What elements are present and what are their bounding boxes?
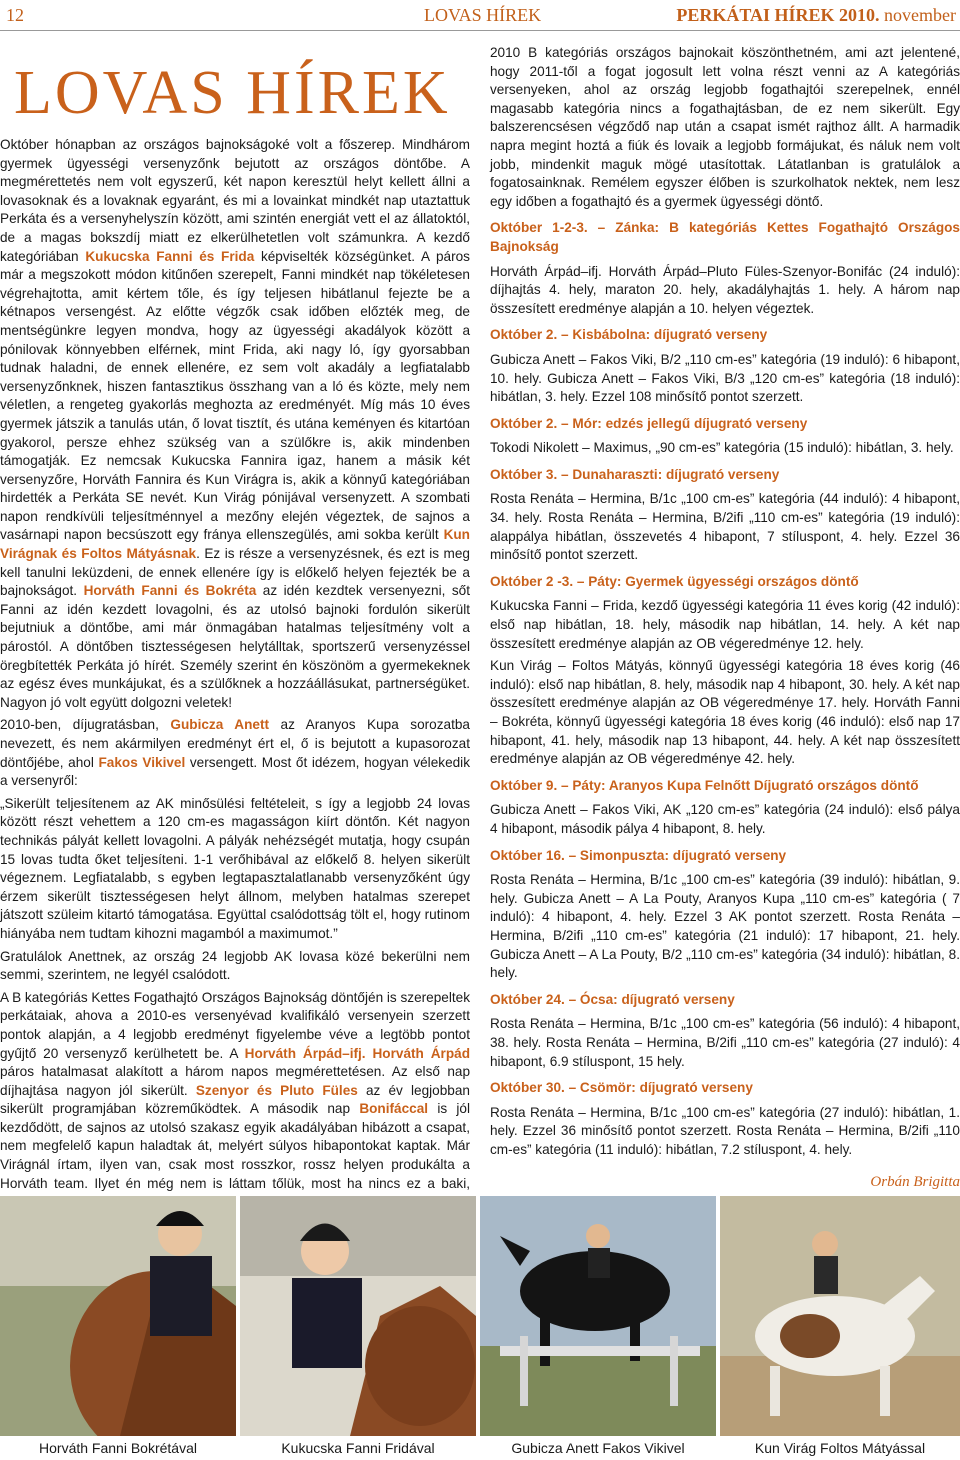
event-text: Tokodi Nikolett – Maximus, „90 cm-es” kategória (15 induló): hibátlan, 3. hely.: [490, 440, 954, 456]
event-title: Október 2 -3. – Páty: Gyermek ügyességi országos döntő: [490, 573, 859, 589]
event-text: Rosta Renáta – Hermina, B/1c „100 cm-es” kategória (56 induló): 4 hibapont, 38. hely. Rosta Renáta – Hermina, B/2ifi „110 cm-es” kategória (27 induló): 4 hibapont, 6.9 stíluspont, 15 hely.: [490, 1016, 960, 1069]
article-paragraph-5: [0, 989, 470, 1212]
text-run: 2010-ben, díjugratásban,: [0, 717, 171, 733]
quote-paragraph: „Sikerült teljesítenem az AK minősülési feltételeit, s így a legjobb 24 lovas között részt vehettem a 120 cm-es magasságon kiírt döntőn. Két nagyon technikás pályát kellett lovagolni. A pályák nehézségét mutatja, hogy csupán 15 lovas tudta őket teljesíteni. 1-1 verőhibával az előkelő 8. helyen sikerült végeznem. Legfiatalabb, s egyben legtapasztalatlanabb versenyzőként úgy érzem sikerült tisztességesen helyt állnom, melyben hatalmas szerepet játszott szüleim kitartó támogatása. Együttal csalódottság tölt el, hogy rutinom hiányába nem tudtam kihozni magamból a maximumot.”: [0, 795, 470, 941]
highlight-name: Szenyor és Pluto Füles: [195, 1082, 358, 1098]
event-title: Október 2. – Mór: edzés jellegű díjugrató verseny: [490, 415, 808, 431]
event-title: Október 2. – Kisbábolna: díjugrató verseny: [490, 327, 768, 343]
event-title: Október 9. – Páty: Aranyos Kupa Felnőtt Díjugrató országos döntő: [490, 777, 919, 793]
running-section-title: LOVAS HÍREK: [424, 5, 542, 25]
text-run: A B kategóriás Kettes Fogathajtó Országos Bajnokság döntőjén is szerepeltek perkátaiak, ahova a 2010-es versenyévad kvalifikáló versenyein szerzett pontok alapján, a 4 legjobb eredményt figyelembe véve a legtöbb pontot gyűjtő 20 versenyző kerülhetett be. A: [0, 989, 471, 1061]
highlight-name: Gubicza Anett: [170, 717, 270, 733]
page-number: 12: [6, 5, 24, 25]
text-run: is jól kezdődött, de sajnos az utolsó szakasz egyik akadályában hibázott a csapat, nem megfelelő kapun haladtak át, melyért súlyos hibapontokat kaptak. Már Virágnál írtam, ilyen van, csak most rosszkor, rossz helyen produkálta a Horváth team. Ilyet én még nem is láttam tőlük, most ha nincs ez a baki,: [0, 1101, 470, 1191]
intro-paragraph: 2010 B kategóriás országos bajnokait köszönthetném, ami azt jelentené, hogy 2011-től a fogat jogosult lett volna részt venni az A kategóriás versenyeken, ahol az ország legjobb fogathajtói szerepelnek, ennél magasabb kategória nincs a fogathajtásban, de ez nem sikerült. Egy balszerencsésen végződő nap után a csapat ismét rajthoz állt. A harmadik napra megint hoztá a fiúk és lovaik a legjobb formájukat, és náluk nem volt jobb, mindenkit maguk mögé utasítottak. Látatlanban is gratulálok a fogatosainknak. Remélem egyszer élőben is szurkolhatok nektek, nem lesz egy időben a fogathajtó és a gyermek ügyességi döntő.: [490, 45, 960, 209]
author-signature: Orbán Brigitta: [870, 1174, 960, 1191]
photo-caption: Gubicza Anett Fakos Vikivel: [511, 1440, 685, 1456]
text-run: versengett. Most őt idézem, hogyan vélekedik a versenyről:: [0, 754, 471, 789]
text-run: Október hónapban az országos bajnokságoké volt a főszerep. Mindhárom gyermek ügyességi versenyzőnk bejutott az országos döntőbe. A megmérettetés nem volt egyszerű, két napon keresztül helyt kellett állni a lovasoknak és a lovaknak egyaránt, és mi a lovainkat mindkét nap utaztattuk Perkáta és a versenyhelyszín között, ami szintén energiát vett el az állatoktól, de a magas bokszdíj miatt ez elkerülhetetlen volt számunkra. A kezdő kategóriában: [0, 137, 470, 264]
event-title: Október 30. – Csömör: díjugrató verseny: [490, 1080, 753, 1096]
event-text: Kun Virág – Foltos Mátyás, könnyű ügyességi kategória 18 éves korig (46 induló): első nap hibátlan, 8. hely, második nap 4 hibapont, 30. hely. A két nap összesített eredménye alapján az OB végeredménye 17. hely. Horváth Fanni – Bokréta, könnyű ügyességi kategória 18 éves korig (46 induló): első nap 17 hibapont, 41. hely, második nap 13 hibapont, 44. hely. A két nap összesített eredménye alapján az OB végeredménye 42. hely.: [490, 658, 960, 767]
event-text: Kukucska Fanni – Frida, kezdő ügyességi kategória 11 éves korig (42 induló): első nap hibátlan, 18. hely, második nap hibátlan, 14. hely. A két nap összesített eredménye alapján az OB végeredménye 12. hely.: [490, 598, 960, 651]
issue-label: [676, 5, 956, 26]
page-title: LOVAS HÍREK: [14, 59, 451, 127]
event-title: Október 3. – Dunaharaszti: díjugrató verseny: [490, 466, 780, 482]
highlight-name: Kukucska Fanni és Frida: [85, 248, 255, 264]
issue-name: PERKÁTAI HÍREK 2010.: [676, 5, 880, 25]
text-run: az idén kezdtek versenyezni, sőt Fanni az idén kezdett lovagolni, és az utolsó bajnoki fordulón sikerült bejutniuk a döntőbe, ami már önmagában hatalmas teljesítmény volt a párostól. A döntőben tisztességesen helytálltak, sportszerű versenyzéssel öregbítették Perkáta jó hírét. Személy szerint én köszönöm a gyermekeknek az egész éves munkájukat, és a szülőknek a hozzáállásukat, partnerségüket. Nagyon jó volt együtt dolgozni veletek!: [0, 583, 470, 710]
event-title: Október 16. – Simonpuszta: díjugrató verseny: [490, 847, 787, 863]
page-header: [0, 0, 960, 31]
highlight-name: Horváth Fanni és Bokréta: [83, 583, 257, 599]
event-title: Október 1-2-3. – Zánka: B kategóriás Kettes Fogathajtó Országos Bajnokság: [490, 220, 960, 254]
photo-caption: Horváth Fanni Bokrétával: [39, 1440, 197, 1456]
highlight-name: Fakos Vikivel: [98, 754, 186, 770]
article-paragraph-2: [0, 716, 470, 790]
text-run: páros hatalmasat alakított a három napos megmérettetésen. Az első nap díjhajtása nagyon jól sikerült.: [0, 1064, 470, 1098]
photo-caption: Kukucska Fanni Fridával: [281, 1440, 435, 1456]
article-paragraph-4: Gratulálok Anettnek, az ország 24 legjobb AK lovasa közé bekerülni nem semmi, szerintem, ne legyél csalódott.: [0, 948, 470, 983]
highlight-name: Bonifáccal: [359, 1101, 429, 1117]
photo-kukucska-fanni: [240, 1196, 476, 1436]
text-run: . Ez is része a versenyzésnek, és ezt is meg kell tanulni leküzdeni, de ennek ellenére így is előkelő helyen fejezték be a bajnokságot.: [0, 546, 470, 599]
text-run: az Aranyos Kupa sorozatba nevezett, és nem akármilyen eredményt ért el, ő is bejutott a kupasorozat döntőjébe, ahol: [0, 717, 470, 770]
photo-gubicza-anett: [480, 1196, 716, 1436]
right-column: [490, 44, 960, 1196]
photo-horvath-fanni: [0, 1196, 236, 1436]
left-column: [0, 136, 470, 1216]
issue-month: november: [884, 5, 956, 25]
event-text: Rosta Renáta – Hermina, B/1c „100 cm-es” kategória (44 induló): 4 hibapont, 34. hely. Rosta Renáta – Hermina, B/2ifi „110 cm-es” kategória (19 induló): alappálya hibátlan, összevetés 4 hibapont, 7 stíluspont, 4. hely. Ezzel 36 minősítő pontot szerzett.: [490, 491, 960, 563]
event-text: Gubicza Anett – Fakos Viki, B/2 „110 cm-es” kategória (19 induló): 6 hibapont, 10. hely. Gubicza Anett – Fakos Viki, B/3 „120 cm-es” kategória (18 induló): hibátlan, 3. hely. Ezzel 108 minősítő pontot szerzett.: [490, 351, 960, 405]
text-run: képviselték községünket. A páros már a megszokott módon kitűnően szerepelt, Fanni mindkét nap tökéletesen végrehajtotta, amit kértem tőle, és így teljesen hibátlanul fejezte be a kétnapos versengést. Az előtte végzők csak időben előzték meg, de mentségünkre legyen mondva, hogy az ügyességi akadályok között a pónilovak könnyebben elférnek, mint Frida, aki nagy ló, így gyorsabban tudnak haladni, de ennek ellenére, ez sem volt akadály a legfiatalabb versenyzőnknek, hiszen fantasztikus összhang van a ló és közte, mely nem véletlen, a rengeteg gyakorlás meghozta az eredményét. Míg más 10 éves gyermek játszik a tanulás után, ő lovat tisztít, és utána keményen és kitartóan gyakorol, persze ehhez szükség van a szülőkre is, akik mindenben támogatják. Ez nemcsak Kukucska Fannira igaz, hanem a másik két versenyzőre, Horváth Fannira és Kun Virágra is, akik a könnyű kategóriában hirdették a Perkáta SE nevét. Kun Virág pónijával versenyzett. A szombati napon rendkívüli teljesítménnyel a mezőny elején végeztek, de sajnos a vasárnapi napon becsúszott egy fránya ellenszegülés, ami sokba került: [0, 248, 470, 543]
event-title: Október 24. – Ócsa: díjugrató verseny: [490, 991, 735, 1007]
highlight-name: Kun Virágnak és Foltos Mátyásnak: [0, 527, 470, 562]
text-run: az év legjobban sikerült programjában közreműködtek. A második nap: [0, 1082, 470, 1117]
event-text: Horváth Árpád–ifj. Horváth Árpád–Pluto Füles-Szenyor-Bonifác (24 induló): díjhajtás 4. hely, maraton 20. hely, akadályhajtás 1. hely. A három nap összesített eredménye alapján a 10. helyen végeztek.: [490, 263, 960, 316]
article-paragraph-1: [0, 136, 470, 712]
event-text: Rosta Renáta – Hermina, B/1c „100 cm-es” kategória (27 induló): hibátlan, 1. hely. Ezzel 36 minősítő pontot szerzett. Rosta Renáta – Hermina, B/2ifi „110 cm-es” kategória (11 induló): hibátlan, 7.2 stíluspont, 4. hely.: [490, 1104, 960, 1157]
highlight-name: Horváth Árpád–ifj. Horváth Árpád: [244, 1045, 470, 1061]
event-text: Rosta Renáta – Hermina, B/1c „100 cm-es” kategória (39 induló): hibátlan, 9. hely. Gubicza Anett – A La Pouty, Aranyos Kupa „110 cm-es” kategória ( 7 induló): 4 hibapont, 4. hely. Ezzel 3 AK pontot szerzett. Rosta Renáta – Hermina, B/2ifi „110 cm-es” kategória (21 induló): 17 hibapont, 21. hely. Gubicza Anett – A La Pouty, B/2 „110 cm-es” kategória (34 induló): hibátlan, 8. hely.: [490, 872, 960, 981]
event-text: Gubicza Anett – Fakos Viki, AK „120 cm-es” kategória (24 induló): első pálya 4 hibapont, második pálya 4 hibapont, 8. hely.: [490, 802, 960, 836]
photo-caption: Kun Virág Foltos Mátyással: [754, 1440, 926, 1456]
photo-kun-virag: [720, 1196, 960, 1436]
